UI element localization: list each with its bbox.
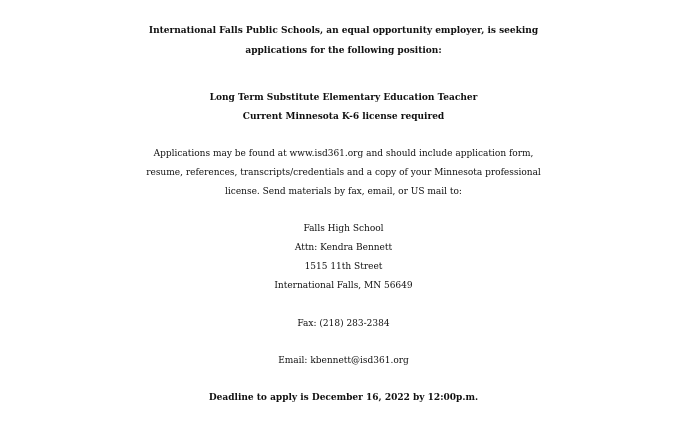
- address-city: International Falls, MN 56649: [274, 281, 413, 291]
- deadline: Deadline to apply is December 16, 2022 by 12:00p.m.: [208, 393, 479, 403]
- email-address: Email: kbennett@isd361.org: [278, 356, 409, 366]
- address-street: 1515 11th Street: [304, 262, 383, 272]
- instructions-line-2: resume, references, transcripts/credentials and a copy of your Minnesota professional: [146, 168, 541, 178]
- address-school: Falls High School: [303, 224, 384, 234]
- instructions-line-1: Applications may be found at www.isd361.org and should include application form,: [153, 149, 534, 159]
- position-title: Long Term Substitute Elementary Education Teacher: [209, 93, 478, 103]
- intro-line-1: International Falls Public Schools, an equal opportunity employer, is seeking: [148, 26, 539, 36]
- instructions-line-3: license. Send materials by fax, email, or US mail to:: [225, 187, 462, 197]
- fax-number: Fax: (218) 283-2384: [297, 319, 390, 329]
- license-requirement: Current Minnesota K-6 license required: [242, 112, 445, 122]
- intro-line-2: applications for the following position:: [245, 46, 442, 56]
- address-attention: Attn: Kendra Bennett: [294, 243, 393, 253]
